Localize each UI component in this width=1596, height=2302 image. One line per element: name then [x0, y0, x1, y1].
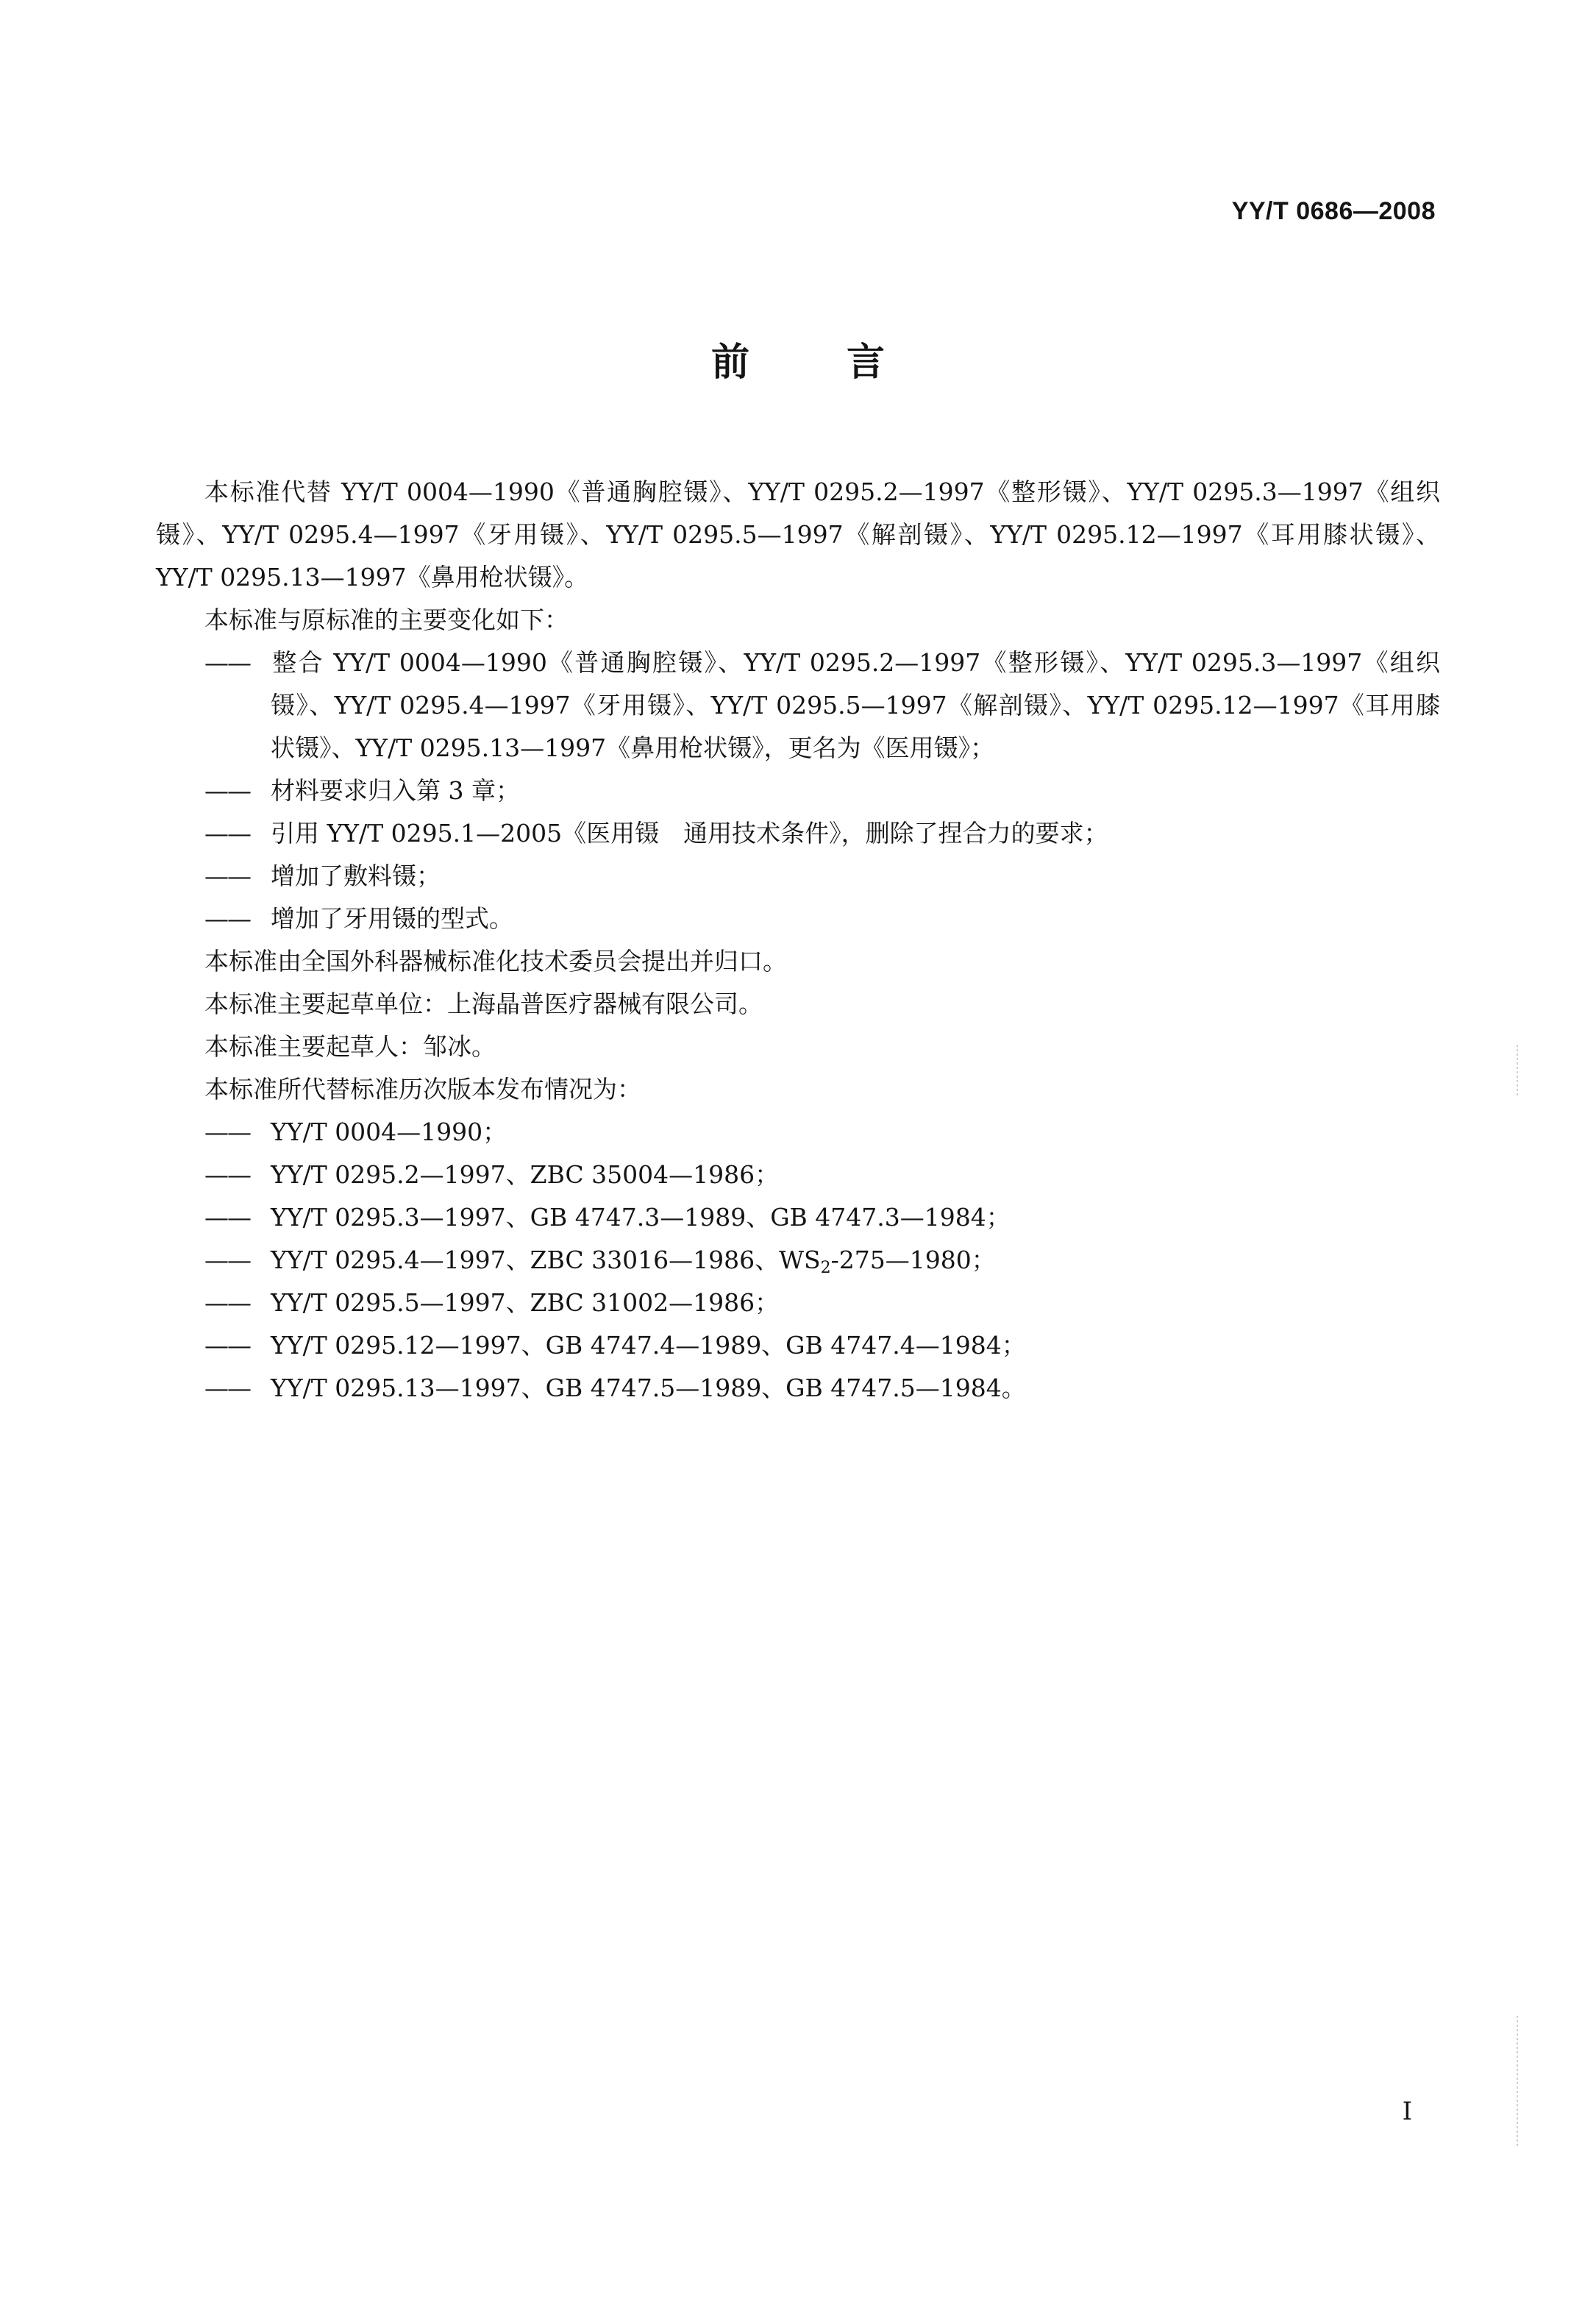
dash-mark: —— — [204, 648, 250, 677]
history-text: YY/T 0295.5—1997、ZBC 31002—1986； — [271, 1288, 780, 1317]
list-item — [156, 1239, 1440, 1282]
dash-mark: —— — [204, 862, 250, 890]
changes-list — [156, 642, 1440, 940]
history-text-subscript: 2 — [820, 1259, 831, 1277]
dash-mark: —— — [204, 819, 250, 848]
dash-mark: —— — [204, 1203, 250, 1232]
dash-mark: —— — [204, 1288, 250, 1317]
list-item — [156, 770, 1440, 812]
proposer-statement: 本标准由全国外科器械标准化技术委员会提出并归口。 — [204, 947, 787, 976]
list-item — [156, 1196, 1440, 1239]
change-text: 引用 YY/T 0295.1—2005《医用镊 通用技术条件》，删除了捏合力的要求； — [271, 819, 1108, 848]
dash-mark: —— — [204, 1160, 250, 1189]
change-text: 增加了敷料镊； — [271, 862, 441, 890]
list-item — [156, 642, 1440, 770]
changes-heading: 本标准与原标准的主要变化如下： — [204, 605, 569, 634]
history-heading: 本标准所代替标准历次版本发布情况为： — [204, 1075, 641, 1104]
change-text: 增加了牙用镊的型式。 — [271, 904, 513, 933]
list-item — [156, 1324, 1440, 1367]
standard-code: YY/T 0686—2008 — [1231, 197, 1436, 225]
history-list — [156, 1111, 1440, 1410]
history-text-suffix: -275—1980； — [830, 1246, 996, 1274]
list-item — [156, 812, 1440, 855]
list-item — [156, 1154, 1440, 1196]
history-text: YY/T 0295.3—1997、GB 4747.3—1989、GB 4747.3—1984； — [271, 1203, 1011, 1232]
history-text-prefix: YY/T 0295.4—1997、ZBC 33016—1986、WS — [271, 1246, 821, 1274]
intro-paragraph: 本标准代替 YY/T 0004—1990《普通胸腔镊》、YY/T 0295.2—1997《整形镊》、YY/T 0295.3—1997《组织镊》、YY/T 0295.4—1997《牙用镊》、YY/T 0295.5—1997《解剖镊》、YY/T 0295.12—1997《耳用膝状镊》、YY/T 0295.13—1997《鼻用枪状镊》。 — [156, 477, 1440, 592]
change-text: 整合 YY/T 0004—1990《普通胸腔镊》、YY/T 0295.2—1997《整形镊》、YY/T 0295.3—1997《组织镊》、YY/T 0295.4—1997《牙用镊》、YY/T 0295.5—1997《解剖镊》、YY/T 0295.12—1997《耳用膝状镊》、YY/T 0295.13—1997《鼻用枪状镊》，更名为《医用镊》； — [271, 648, 1440, 762]
drafting-unit-statement: 本标准主要起草单位：上海晶普医疗器械有限公司。 — [204, 990, 763, 1018]
change-text: 材料要求归入第 3 章； — [271, 776, 520, 805]
dash-mark: —— — [204, 776, 250, 805]
history-text: YY/T 0295.2—1997、ZBC 35004—1986； — [271, 1160, 780, 1189]
list-item — [156, 1282, 1440, 1324]
dash-mark: —— — [204, 904, 250, 933]
list-item — [156, 898, 1440, 940]
page-title: 前言 — [710, 341, 982, 385]
list-item — [156, 1367, 1440, 1410]
scan-artifact — [1517, 1045, 1518, 1096]
drafter-statement: 本标准主要起草人：邹冰。 — [204, 1032, 496, 1061]
dash-mark: —— — [204, 1374, 250, 1402]
dash-mark: —— — [204, 1246, 250, 1274]
list-item — [156, 1111, 1440, 1154]
history-text: YY/T 0295.13—1997、GB 4747.5—1989、GB 4747.5—1984。 — [271, 1374, 1026, 1402]
page-number: I — [1402, 2097, 1412, 2126]
history-text: YY/T 0295.12—1997、GB 4747.4—1989、GB 4747.4—1984； — [271, 1331, 1026, 1360]
foreword-body — [156, 471, 1440, 1410]
dash-mark: —— — [204, 1331, 250, 1360]
scan-artifact — [1517, 2016, 1518, 2148]
history-text: YY/T 0004—1990； — [271, 1118, 507, 1146]
dash-mark: —— — [204, 1118, 250, 1146]
list-item — [156, 855, 1440, 898]
